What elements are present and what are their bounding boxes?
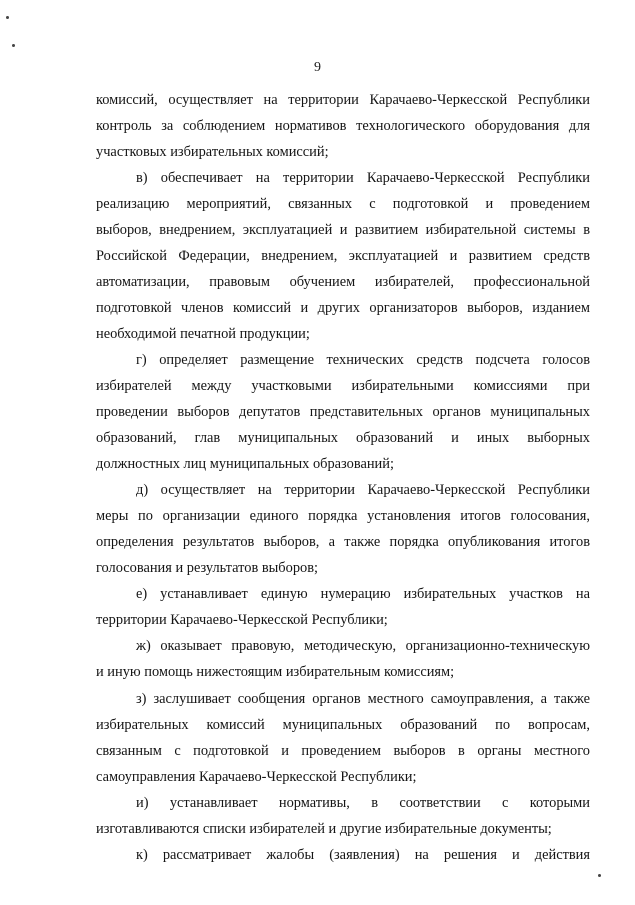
line: выборов, внедрением, эксплуатацией и развитием избирательной системы в	[96, 222, 590, 238]
scan-speck	[598, 874, 601, 877]
line: избирательных комиссий муниципальных образований по вопросам,	[96, 717, 590, 733]
scan-speck	[12, 44, 15, 47]
line: автоматизации, правовым обучением избирателей, профессиональной	[96, 274, 590, 290]
line: голосования и результатов выборов;	[96, 560, 319, 576]
line: и иную помощь нижестоящим избирательным комиссиям;	[96, 664, 455, 680]
scan-speck	[6, 16, 9, 19]
page-number: 9	[314, 60, 321, 75]
line: е) устанавливает единую нумерацию избирательных участков на	[136, 586, 590, 602]
line: проведении выборов депутатов представительных органов муниципальных	[96, 404, 590, 420]
line: комиссий, осуществляет на территории Карачаево-Черкесской Республики	[96, 92, 590, 108]
line: к) рассматривает жалобы (заявления) на решения и действия	[136, 847, 590, 863]
line: подготовкой членов комиссий и других организаторов выборов, изданием	[96, 300, 590, 316]
line: д) осуществляет на территории Карачаево-Черкесской Республики	[136, 482, 590, 498]
line: з) заслушивает сообщения органов местного самоуправления, а также	[136, 691, 590, 707]
line: образований, глав муниципальных образований и иных выборных	[96, 430, 590, 446]
line: территории Карачаево-Черкесской Республики;	[96, 612, 388, 628]
line: самоуправления Карачаево-Черкесской Республики;	[96, 769, 417, 785]
line: и) устанавливает нормативы, в соответствии с которыми	[136, 795, 590, 811]
line: г) определяет размещение технических средств подсчета голосов	[136, 352, 590, 368]
line: должностных лиц муниципальных образований;	[96, 456, 394, 472]
line: в) обеспечивает на территории Карачаево-Черкесской Республики	[136, 170, 590, 186]
line: реализацию мероприятий, связанных с подготовкой и проведением	[96, 196, 590, 212]
line: необходимой печатной продукции;	[96, 326, 310, 342]
line: меры по организации единого порядка установления итогов голосования,	[96, 508, 590, 524]
line: связанным с подготовкой и проведением выборов в органы местного	[96, 743, 590, 759]
line: изготавливаются списки избирателей и другие избирательные документы;	[96, 821, 552, 837]
line: избирателей между участковыми избирательными комиссиями при	[96, 378, 590, 394]
line: ж) оказывает правовую, методическую, организационно-техническую	[136, 638, 590, 654]
line: определения результатов выборов, а также порядка опубликования итогов	[96, 534, 590, 550]
line: контроль за соблюдением нормативов технологического оборудования для	[96, 118, 590, 134]
line: участковых избирательных комиссий;	[96, 144, 329, 160]
line: Российской Федерации, внедрением, эксплуатацией и развитием средств	[96, 248, 590, 264]
